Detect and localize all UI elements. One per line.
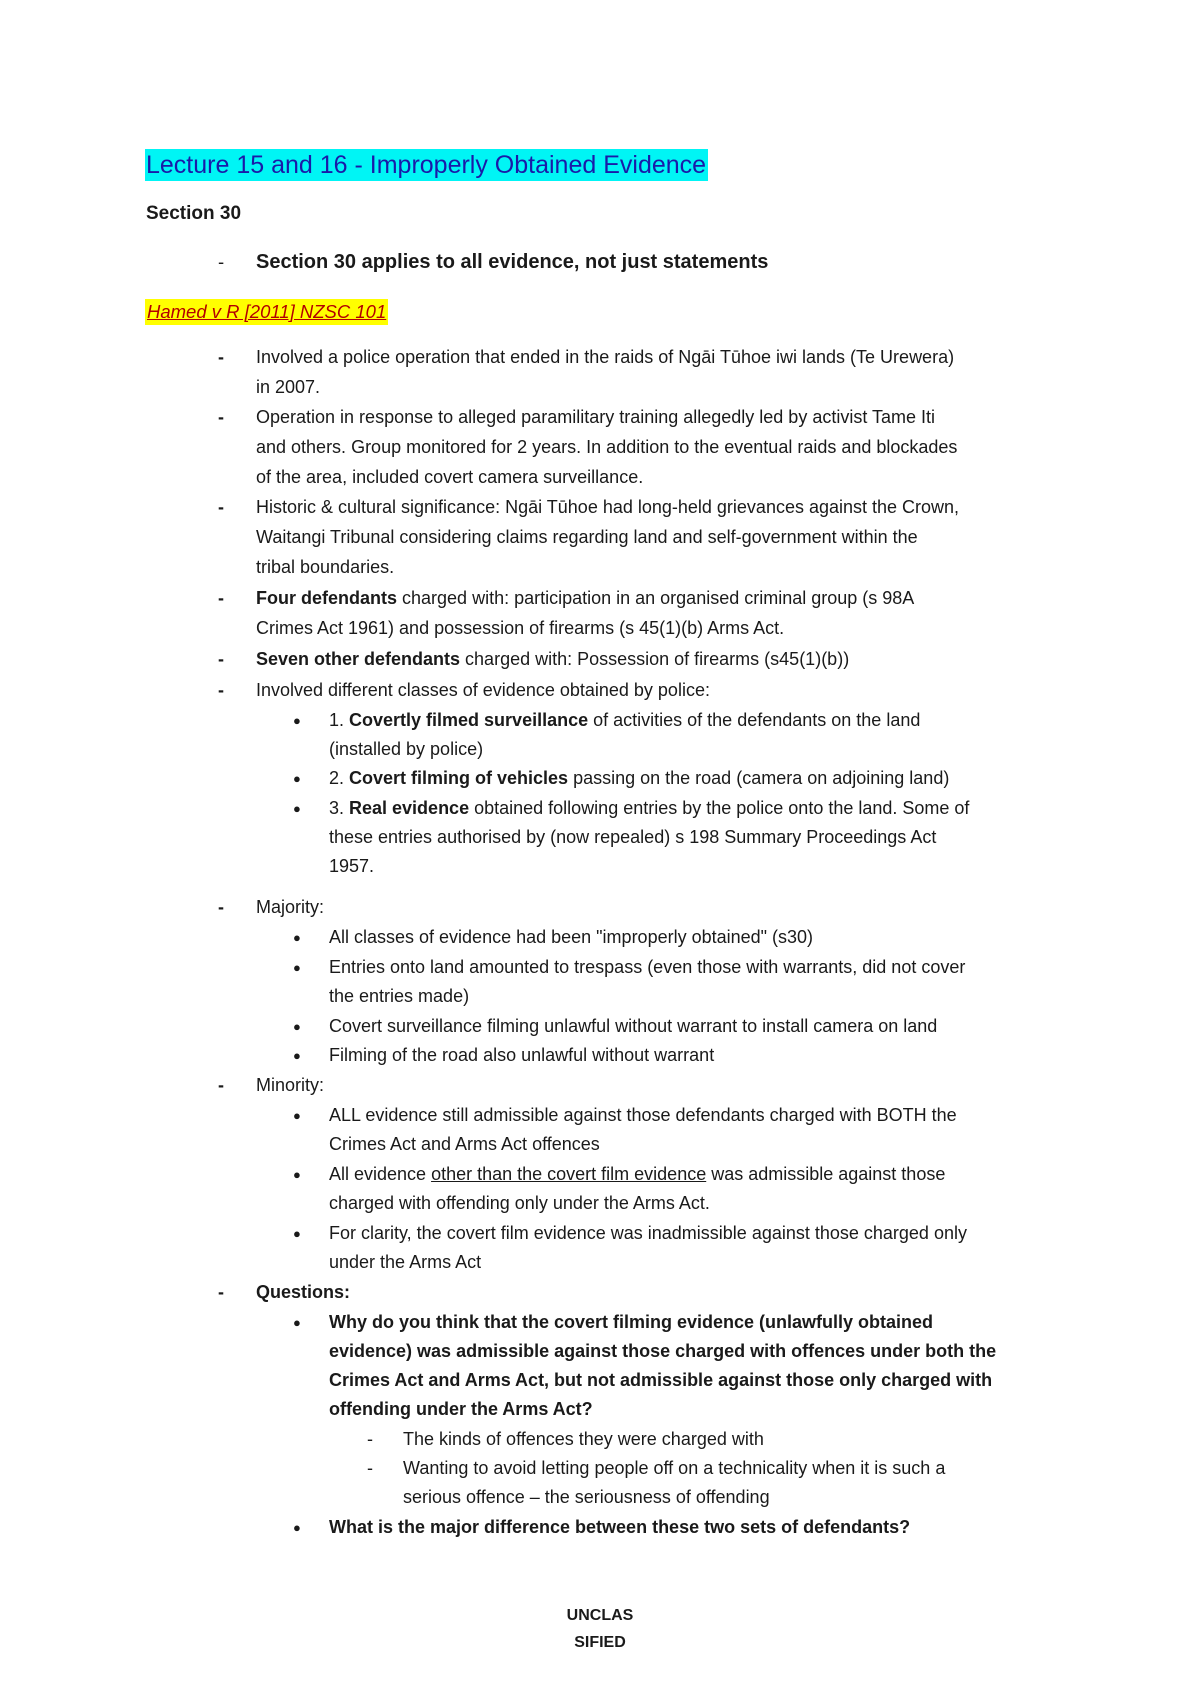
- bullet-text: ALL evidence still admissible against those defendants charged with BOTH the: [329, 1105, 957, 1125]
- list-text: Operation in response to alleged paramilitary training allegedly led by activist Tame Iti: [256, 407, 936, 427]
- text: of activities of the defendants on the land: [588, 710, 921, 730]
- bullet-marker: ●: [293, 1315, 301, 1330]
- dash-marker: -: [218, 588, 224, 608]
- text: charged with: participation in an organised criminal group (s 98A: [397, 588, 915, 608]
- list-text: in 2007.: [256, 377, 321, 397]
- bullet-marker: ●: [293, 1019, 301, 1034]
- dash-marker: -: [367, 1458, 373, 1478]
- text: charged with: Possession of firearms (s45(1)(b)): [460, 649, 850, 669]
- bullet-text: Covert surveillance filming unlawful without warrant to install camera on land: [329, 1016, 938, 1036]
- footer-classification-line1: UNCLAS: [566, 1607, 634, 1624]
- bold-text: Seven other defendants: [256, 649, 461, 669]
- bold-text: Covertly filmed surveillance: [349, 710, 589, 730]
- list-text: Involved different classes of evidence obtained by police:: [256, 680, 710, 700]
- dash-marker: -: [367, 1429, 373, 1449]
- bullet-text: [329, 764, 949, 793]
- bullet-text: offending under the Arms Act?: [329, 1399, 593, 1419]
- bullet-text: All classes of evidence had been "improperly obtained" (s30): [329, 927, 814, 947]
- dash-marker: -: [218, 1282, 224, 1302]
- footer-classification-line2: SIFIED: [574, 1634, 626, 1651]
- list-text: [256, 584, 914, 613]
- bullet-text: under the Arms Act: [329, 1252, 482, 1272]
- bold-text: Four defendants: [256, 588, 398, 608]
- section-point-text: Section 30 applies to all evidence, not just statements: [256, 251, 769, 273]
- bullet-marker: ●: [293, 1520, 301, 1535]
- dash-marker: -: [218, 407, 224, 427]
- list-text: Questions:: [256, 1282, 351, 1302]
- list-text: Minority:: [256, 1075, 325, 1095]
- bullet-text: these entries authorised by (now repealed) s 198 Summary Proceedings Act: [329, 827, 937, 847]
- sub-list-text: Wanting to avoid letting people off on a technicality when it is such a: [403, 1458, 946, 1478]
- bullet-text: Crimes Act and Arms Act offences: [329, 1134, 600, 1154]
- list-text: Majority:: [256, 897, 325, 917]
- sub-list-text: serious offence – the seriousness of offending: [403, 1487, 770, 1507]
- bullet-marker: ●: [293, 713, 301, 728]
- bullet-text: Why do you think that the covert filming evidence (unlawfully obtained: [329, 1312, 934, 1332]
- dash-marker: -: [218, 1075, 224, 1095]
- bullet-marker: ●: [293, 930, 301, 945]
- bullet-text: evidence) was admissible against those charged with offences under both the: [329, 1341, 997, 1361]
- list-text: Involved a police operation that ended in the raids of Ngāi Tūhoe iwi lands (Te Urewera): [256, 347, 955, 367]
- text: 3.: [329, 798, 350, 818]
- dash-marker: -: [218, 680, 224, 700]
- dash-marker: -: [218, 649, 224, 669]
- list-text: [256, 645, 849, 674]
- case-name: Hamed v R [2011] NZSC 101: [145, 299, 388, 325]
- dash-marker: -: [218, 897, 224, 917]
- bullet-marker: ●: [293, 1048, 301, 1063]
- bullet-text: (installed by police): [329, 739, 484, 759]
- bullet-text: Entries onto land amounted to trespass (even those with warrants, did not cover: [329, 957, 966, 977]
- list-text: Crimes Act 1961) and possession of firearms (s 45(1)(b) Arms Act.: [256, 618, 785, 638]
- bullet-text: Crimes Act and Arms Act, but not admissible against those only charged with: [329, 1370, 993, 1390]
- bold-text: Covert filming of vehicles: [349, 768, 569, 788]
- section-heading: Section 30: [146, 203, 242, 224]
- bullet-marker: ●: [293, 1108, 301, 1123]
- list-text: Historic & cultural significance: Ngāi Tūhoe had long-held grievances against the Crown,: [256, 497, 960, 517]
- bullet-marker: ●: [293, 771, 301, 786]
- dash-marker: -: [218, 347, 224, 367]
- list-text: and others. Group monitored for 2 years. In addition to the eventual raids and blockades: [256, 437, 958, 457]
- text: passing on the road (camera on adjoining land): [568, 768, 950, 788]
- dash-marker: -: [218, 497, 224, 517]
- bullet-text: Filming of the road also unlawful without warrant: [329, 1045, 715, 1065]
- bold-text: Real evidence: [349, 798, 470, 818]
- bullet-text: [329, 1160, 945, 1189]
- bullet-text: charged with offending only under the Arms Act.: [329, 1193, 710, 1213]
- text: 2.: [329, 768, 350, 788]
- bullet-marker: ●: [293, 801, 301, 816]
- bullet-text: What is the major difference between these two sets of defendants?: [329, 1517, 911, 1537]
- text: All evidence: [329, 1164, 432, 1184]
- page-title: Lecture 15 and 16 - Improperly Obtained Evidence: [146, 151, 707, 179]
- bullet-text: the entries made): [329, 986, 470, 1006]
- dash-marker: -: [218, 251, 225, 272]
- bullet-text: [329, 706, 920, 735]
- bullet-text: 1957.: [329, 856, 375, 876]
- list-text: Waitangi Tribunal considering claims regarding land and self-government within the: [256, 527, 918, 547]
- underlined-text: other than the covert film evidence: [431, 1164, 707, 1184]
- bullet-marker: ●: [293, 1226, 301, 1241]
- sub-list-text: The kinds of offences they were charged with: [403, 1429, 764, 1449]
- list-text: tribal boundaries.: [256, 557, 395, 577]
- bullet-marker: ●: [293, 960, 301, 975]
- text: was admissible against those: [706, 1164, 946, 1184]
- bullet-text: [329, 794, 969, 823]
- list-text: of the area, included covert camera surveillance.: [256, 467, 644, 487]
- bullet-marker: ●: [293, 1167, 301, 1182]
- text: obtained following entries by the police onto the land. Some of: [469, 798, 970, 818]
- bullet-text: For clarity, the covert film evidence was inadmissible against those charged only: [329, 1223, 967, 1243]
- text: 1.: [329, 710, 350, 730]
